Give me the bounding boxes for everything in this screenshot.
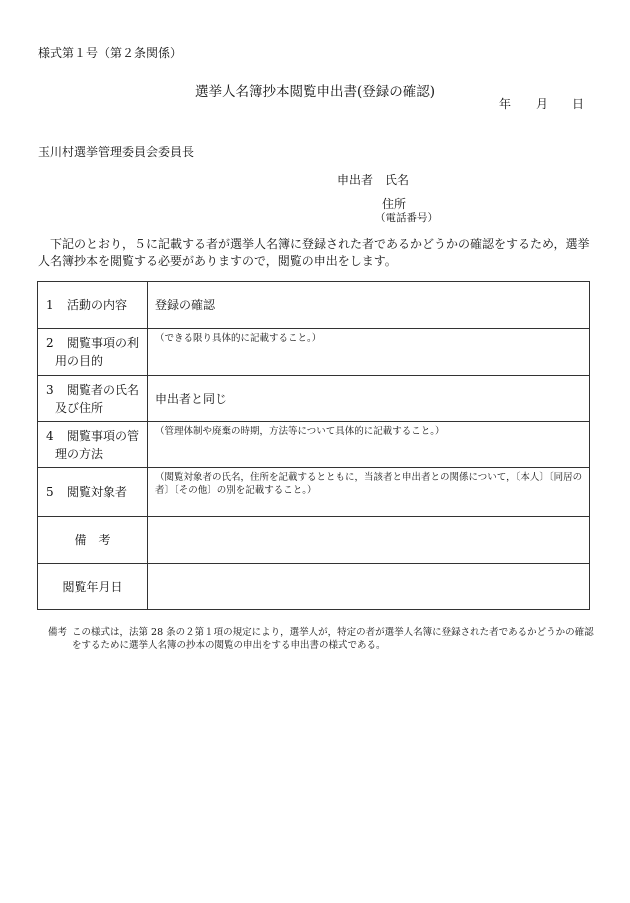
applicant-address-label: 住所 [382,197,407,211]
row-label [38,282,148,329]
row-label-text: 閲覧事項の管 [67,428,140,443]
row-label-text-cont: 及び住所 [55,400,104,415]
remarks-cell[interactable] [148,517,590,564]
request-statement: 下記のとおり，５に記載する者が選挙人名簿に登録された者であるかどうかの確認をするため，選挙人名簿抄本を閲覧する必要がありますので，閲覧の申出をします。 [38,237,590,268]
table-row [38,564,590,610]
form-number: 様式第１号（第２条関係） [38,46,183,60]
row-label-text: 活動の内容 [67,298,128,312]
management-method-cell[interactable] [148,422,590,468]
table-row [38,329,590,376]
viewing-date-label: 閲覧年月日 [38,564,148,610]
table-row [38,422,590,468]
purpose-note: （できる限り具体的に記載すること。） [155,333,322,344]
row-label-text: 閲覧者の氏名 [67,382,140,397]
row-label [38,422,148,468]
viewer-cell[interactable] [148,376,590,422]
viewer-value: 申出者と同じ [155,392,228,406]
row-label-text: 閲覧対象者 [67,485,128,499]
row-number: 2 [46,336,54,350]
form-title: 選挙人名簿抄本閲覧申出書(登録の確認) [194,84,436,100]
footnote-label: 備考 [48,627,68,638]
activity-content-cell[interactable] [148,282,590,329]
date-month-label: 月 [536,97,549,111]
management-method-note: （管理体制や廃棄の時期，方法等について具体的に記載すること。） [155,426,445,437]
table-row [38,468,590,517]
date-year-label: 年 [499,97,512,111]
applicant-phone-label: （電話番号） [375,212,438,224]
footnote [48,626,594,652]
row-number: 4 [46,428,54,443]
row-label [38,329,148,376]
row-number: 5 [46,485,54,499]
target-person-note: （閲覧対象者の氏名，住所を記載するとともに，当該者と申出者との関係について，〔本人〕〔同居の者〕〔その他〕の別を記載すること。） [155,472,583,496]
activity-content-value: 登録の確認 [155,298,216,312]
purpose-cell[interactable] [148,329,590,376]
row-label-text-cont: 用の目的 [55,354,104,368]
applicant-name-label: 申出者 氏名 [337,173,410,187]
date-day-label: 日 [572,97,585,111]
row-number: 3 [46,382,54,397]
viewing-date-cell[interactable] [148,564,590,610]
row-label-text-cont: 理の方法 [55,446,104,461]
table-row [38,282,590,329]
table-row [38,376,590,422]
addressee: 玉川村選挙管理委員会委員長 [38,145,195,159]
remarks-label: 備 考 [38,517,148,564]
row-label [38,468,148,517]
target-person-cell[interactable] [148,468,590,517]
row-label [38,376,148,422]
row-label-text: 閲覧事項の利 [67,336,140,350]
footnote-text: この様式は，法第 28 条の２第１項の規定により，選挙人が，特定の者が選挙人名簿に登録された者であるかどうかの確認をするために選挙人名簿の抄本の閲覧の申出をする申出書の様式である。 [72,627,594,651]
table-row [38,517,590,564]
row-number: 1 [46,298,54,312]
application-table [37,281,590,610]
